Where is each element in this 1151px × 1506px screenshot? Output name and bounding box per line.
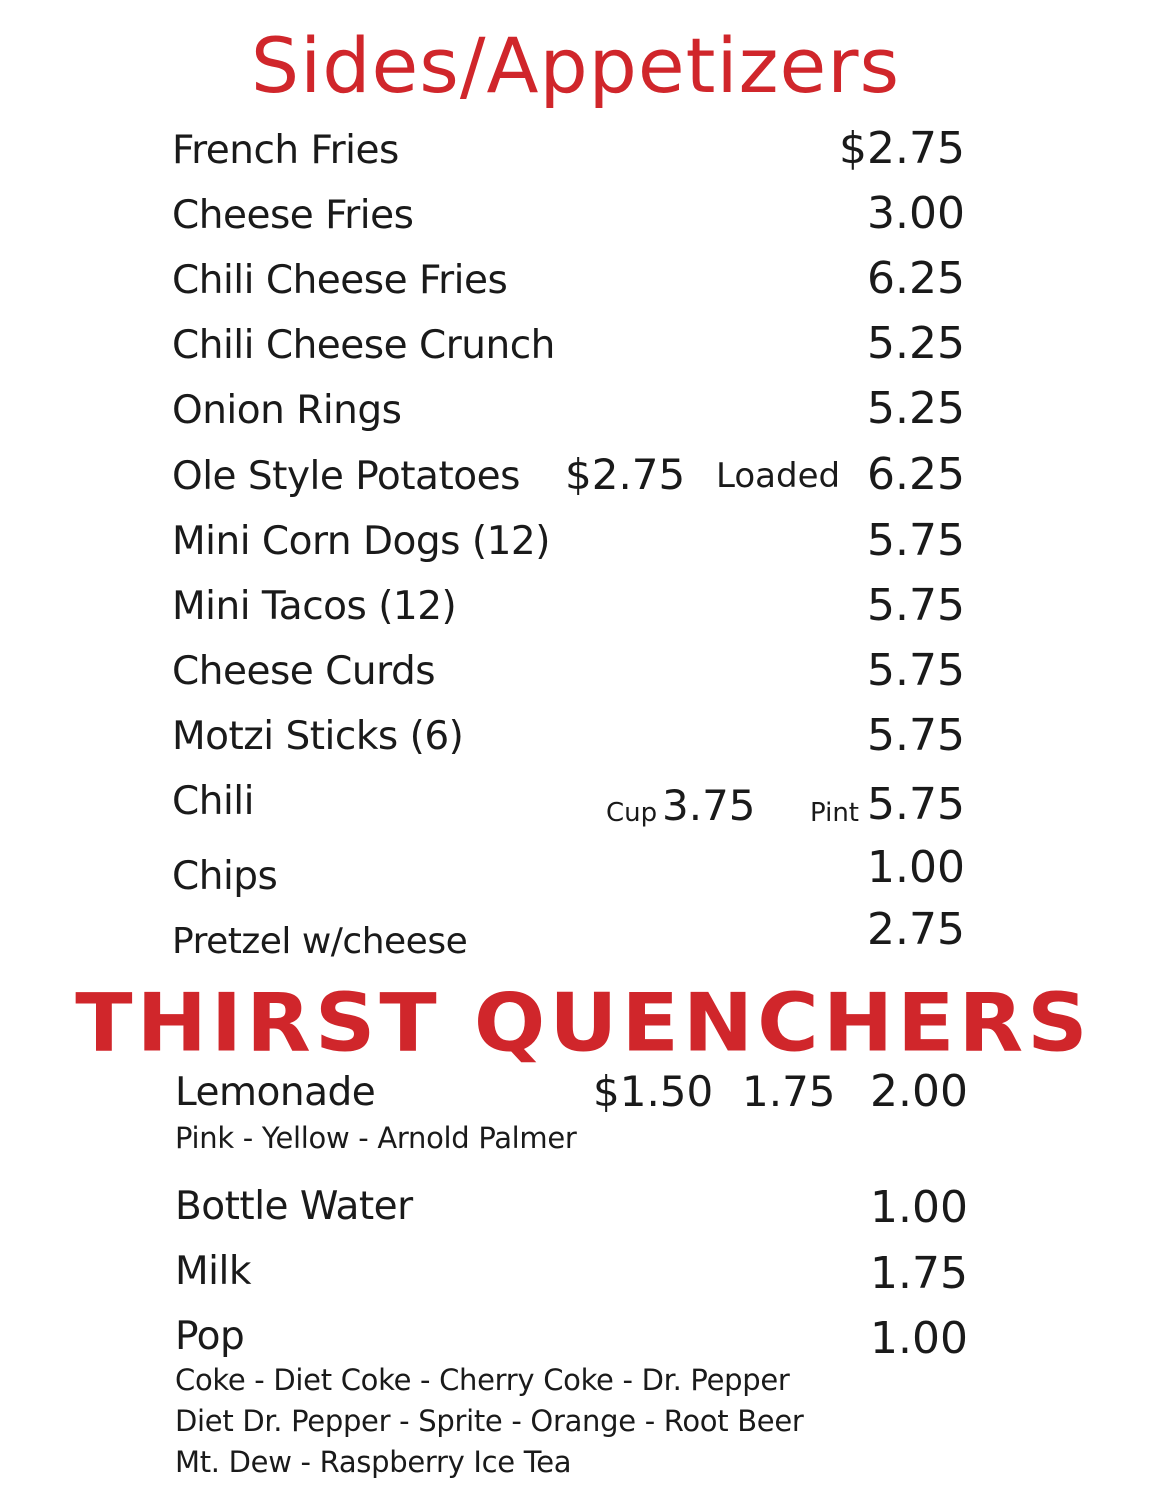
item-name: Lemonade — [175, 1070, 376, 1115]
lemonade-flavors: Pink - Yellow - Arnold Palmer — [175, 1121, 577, 1155]
pop-flavors-line: Coke - Diet Coke - Cherry Coke - Dr. Pepper — [175, 1363, 790, 1397]
item-name: Pop — [175, 1314, 245, 1359]
item-price: 5.25 — [867, 318, 965, 369]
item-price: 1.00 — [867, 842, 965, 893]
item-price: 5.75 — [867, 515, 965, 566]
item-name: Chili Cheese Crunch — [172, 323, 555, 368]
item-name: Motzi Sticks (6) — [172, 714, 464, 759]
item-price: 5.75 — [867, 779, 965, 830]
item-price: 2.00 — [870, 1066, 968, 1117]
item-price: 5.25 — [867, 383, 965, 434]
item-name: Cheese Fries — [172, 193, 414, 238]
regular-price: $2.75 — [565, 450, 686, 499]
item-price: 1.75 — [870, 1248, 968, 1299]
pop-flavors-line: Diet Dr. Pepper - Sprite - Orange - Root Beer — [175, 1404, 804, 1438]
item-price: $2.75 — [839, 123, 965, 174]
sides-appetizers-heading: Sides/Appetizers — [250, 21, 901, 110]
item-name: Bottle Water — [175, 1184, 413, 1229]
item-price: 6.25 — [867, 253, 965, 304]
item-name: Chips — [172, 854, 278, 899]
item-name: Chili — [172, 779, 254, 824]
item-name: Cheese Curds — [172, 649, 436, 694]
item-price: 1.00 — [870, 1313, 968, 1364]
item-price: 5.75 — [867, 710, 965, 761]
item-price: 3.00 — [867, 188, 965, 239]
cup-price: 3.75 — [662, 781, 756, 830]
pop-flavors-line: Mt. Dew - Raspberry Ice Tea — [175, 1445, 572, 1479]
item-price: 2.75 — [867, 904, 965, 955]
item-name: French Fries — [172, 128, 399, 173]
item-name: Mini Corn Dogs (12) — [172, 519, 550, 564]
item-name: Pretzel w/cheese — [172, 921, 468, 962]
item-name: Ole Style Potatoes — [172, 454, 520, 499]
item-price: 5.75 — [867, 580, 965, 631]
item-price: 1.00 — [870, 1182, 968, 1233]
item-name: Chili Cheese Fries — [172, 258, 508, 303]
item-price: 6.25 — [867, 449, 965, 500]
item-name: Milk — [175, 1249, 251, 1294]
price-medium: 1.75 — [742, 1067, 836, 1116]
thirst-quenchers-heading: THIRST QUENCHERS — [75, 976, 1092, 1070]
item-price: 5.75 — [867, 645, 965, 696]
price-small: $1.50 — [593, 1067, 714, 1116]
item-name: Onion Rings — [172, 388, 402, 433]
pint-label: Pint — [810, 798, 860, 828]
item-name: Mini Tacos (12) — [172, 584, 457, 629]
loaded-label: Loaded — [716, 456, 841, 496]
cup-label: Cup — [606, 798, 658, 828]
